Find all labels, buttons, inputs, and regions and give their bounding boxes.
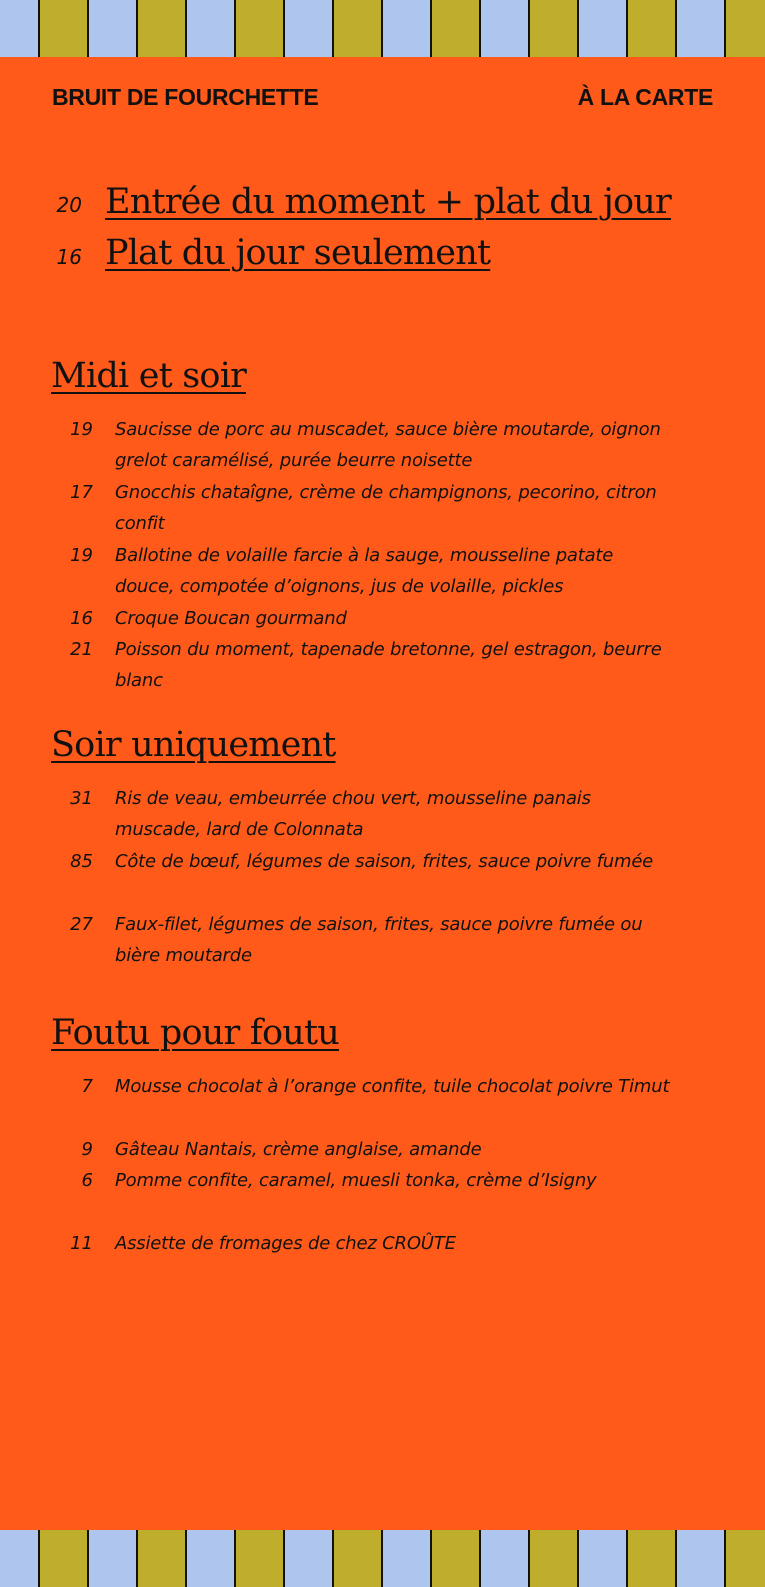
stripe [38,0,87,57]
stripe [381,1530,430,1587]
item-price: 19 [70,419,93,440]
stripe [577,0,626,57]
top-stripe-border [0,0,765,57]
stripe [283,1530,332,1587]
stripe [87,0,136,57]
item-description: Saucisse de porc au muscadet, sauce bière moutarde, oignon grelot caramélisé, purée beurre noisette [115,419,661,471]
stripe [283,0,332,57]
formula-label: Plat du jour seulement [105,233,491,273]
item-description: Gâteau Nantais, crème anglaise, amande [115,1139,482,1160]
item-price: 6 [81,1170,93,1191]
stripe [626,0,675,57]
stripe [136,0,185,57]
section-title-midi-et-soir: Midi et soir [51,356,247,396]
item-price: 21 [70,639,93,660]
stripe [430,0,479,57]
stripe [185,1530,234,1587]
formula-price: 16 [56,245,82,269]
stripe [0,1530,38,1587]
bottom-stripe-border [0,1530,765,1587]
stripe [528,0,577,57]
stripe [577,1530,626,1587]
section-title-soir-uniquement: Soir uniquement [51,725,336,765]
item-description: Pomme confite, caramel, muesli tonka, crème d’Isigny [115,1170,597,1191]
item-price: 27 [70,914,93,935]
stripe [234,1530,283,1587]
item-price: 19 [70,545,93,566]
item-description: Ris de veau, embeurrée chou vert, mousseline panais muscade, lard de Colonnata [115,788,591,840]
menu-header [52,84,713,111]
stripe [332,1530,381,1587]
item-description: Poisson du moment, tapenade bretonne, gel estragon, beurre blanc [115,639,662,691]
item-price: 16 [70,608,93,629]
item-price: 31 [70,788,93,809]
stripe [136,1530,185,1587]
stripe [675,0,724,57]
stripe [626,1530,675,1587]
item-description: Ballotine de volaille farcie à la sauge, mousseline patate douce, compotée d’oignons, jus de volaille, pickles [115,545,614,597]
menu-type: À LA CARTE [577,84,713,110]
stripe [381,0,430,57]
stripe [38,1530,87,1587]
item-description: Gnocchis chataîgne, crème de champignons, pecorino, citron confit [115,482,657,534]
item-description: Assiette de fromages de chez CROÛTE [115,1233,456,1254]
stripe [430,1530,479,1587]
brand-name: BRUIT DE FOURCHETTE [52,84,319,110]
stripe [479,0,528,57]
stripe [479,1530,528,1587]
stripe [528,1530,577,1587]
stripe [724,0,765,57]
item-description: Mousse chocolat à l’orange confite, tuile chocolat poivre Timut [115,1076,670,1097]
item-description: Faux-filet, légumes de saison, frites, sauce poivre fumée ou bière moutarde [115,914,643,966]
stripe [675,1530,724,1587]
item-price: 17 [70,482,93,503]
formula-label: Entrée du moment + plat du jour [105,182,671,222]
item-price: 9 [81,1139,93,1160]
stripe [87,1530,136,1587]
formula-price: 20 [56,193,82,217]
stripe [332,0,381,57]
item-price: 11 [70,1233,93,1254]
stripe [185,0,234,57]
section-title-foutu-pour-foutu: Foutu pour foutu [51,1013,339,1053]
stripe [234,0,283,57]
item-price: 7 [81,1076,93,1097]
stripe [724,1530,765,1587]
item-price: 85 [70,851,93,872]
stripe [0,0,38,57]
item-description: Côte de bœuf, légumes de saison, frites, sauce poivre fumée [115,851,654,872]
item-description: Croque Boucan gourmand [115,608,347,629]
